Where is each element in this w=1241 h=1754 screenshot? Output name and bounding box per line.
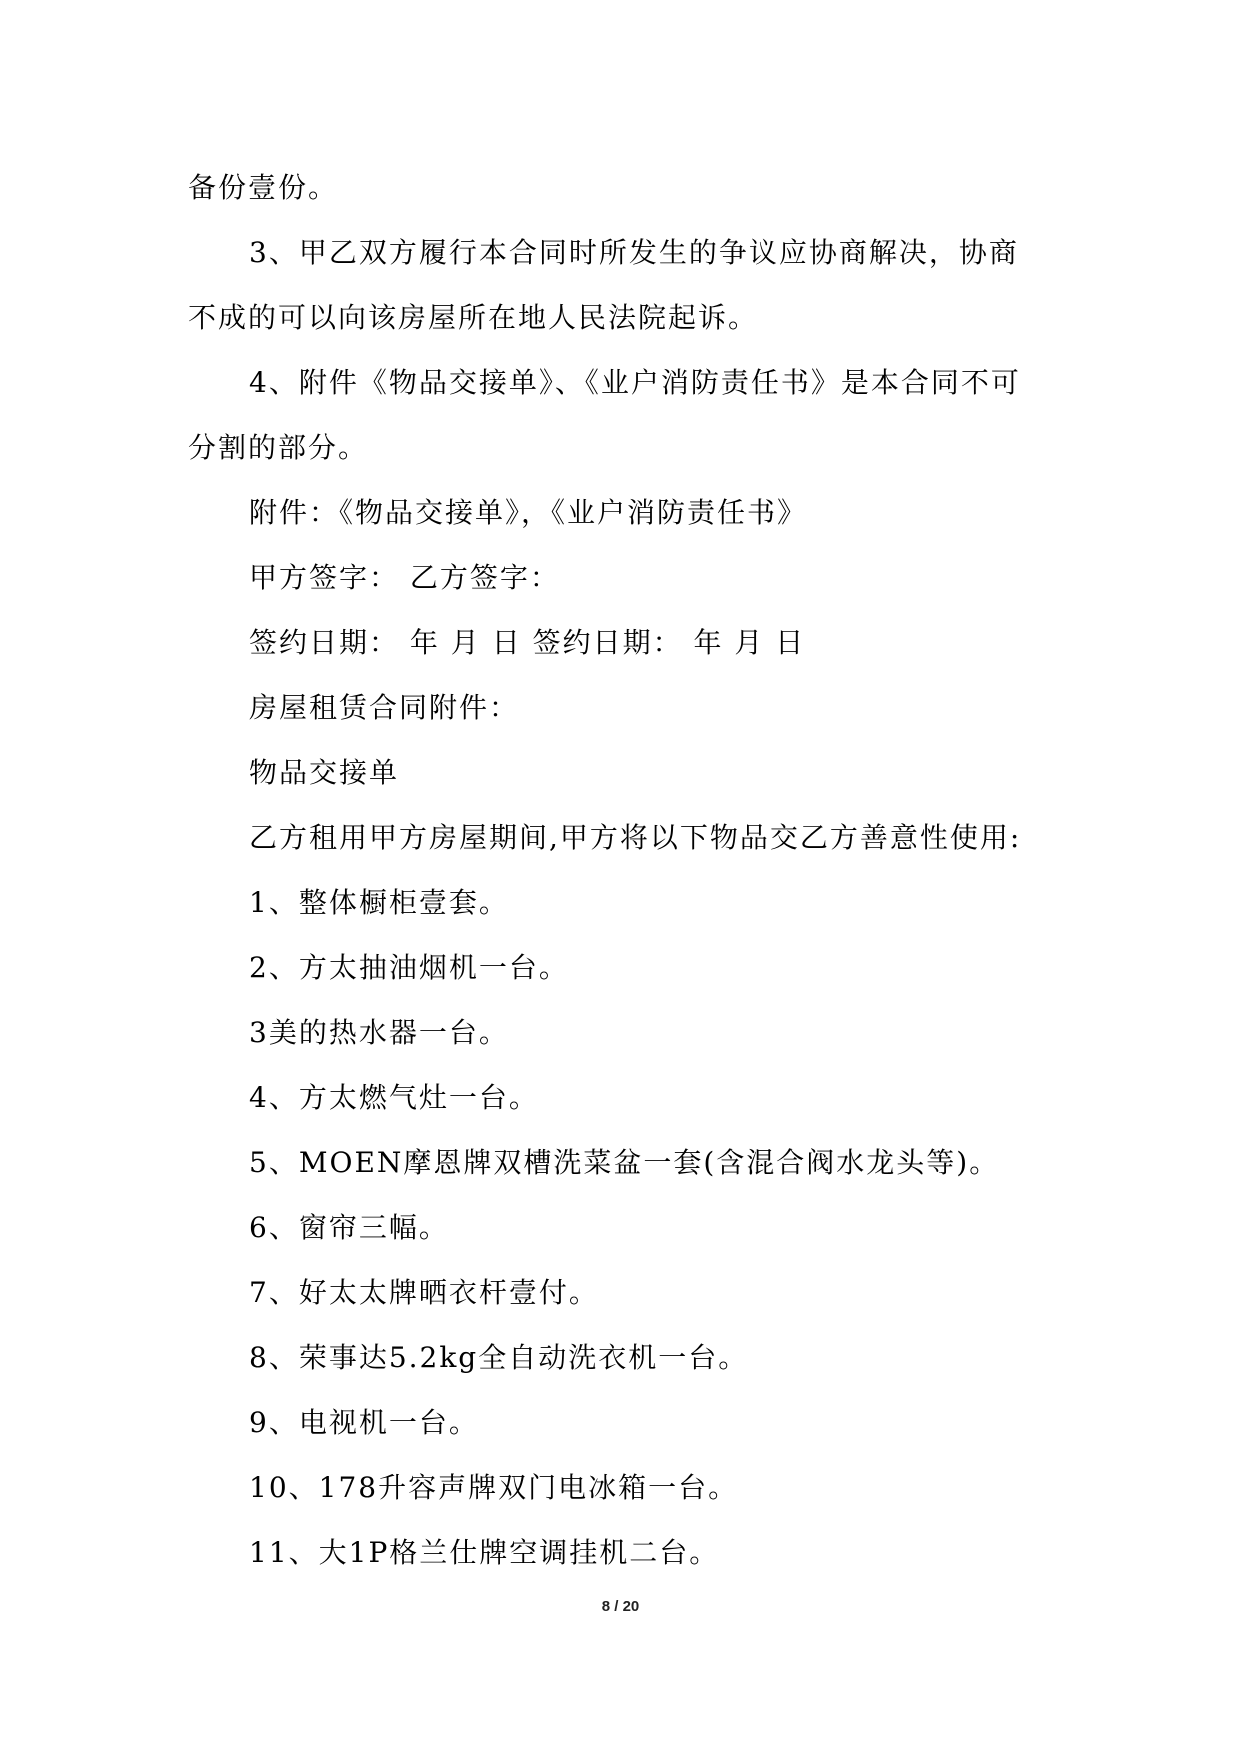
list-item: 11、大1P格兰仕牌空调挂机二台。 <box>249 1536 720 1569</box>
clause-3-line-2: 不成的可以向该房屋所在地人民法院起诉。 <box>188 301 759 334</box>
list-item: 5、MOEN摩恩牌双槽洗菜盆一套(含混合阀水龙头等)。 <box>249 1146 1000 1179</box>
list-item: 10、178升容声牌双门电冰箱一台。 <box>249 1471 739 1504</box>
list-item: 7、好太太牌晒衣杆壹付。 <box>249 1276 599 1309</box>
handover-intro: 乙方租用甲方房屋期间,甲方将以下物品交乙方善意性使用: <box>249 821 1022 854</box>
signature-line: 甲方签字： 乙方签字： <box>249 561 560 594</box>
attachments-line: 附件：《物品交接单》，《业户消防责任书》 <box>249 496 808 529</box>
handover-list-title: 物品交接单 <box>249 756 400 789</box>
clause-4-line-2: 分割的部分。 <box>188 431 369 464</box>
signing-date-line: 签约日期： 年 月 日 签约日期： 年 月 日 <box>249 626 806 659</box>
appendix-heading: 房屋租赁合同附件： <box>249 691 520 724</box>
list-item: 3美的热水器一台。 <box>249 1016 509 1049</box>
list-item: 4、方太燃气灶一台。 <box>249 1081 539 1114</box>
list-item: 1、整体橱柜壹套。 <box>249 886 509 919</box>
document-body <box>188 155 1050 1585</box>
clause-3-line-1: 3、甲乙双方履行本合同时所发生的争议应协商解决，协商 <box>249 236 1019 269</box>
list-item: 2、方太抽油烟机一台。 <box>249 951 569 984</box>
body-line: 备份壹份。 <box>188 171 339 204</box>
clause-4-line-1: 4、附件《物品交接单》、《业户消防责任书》是本合同不可 <box>249 366 1021 399</box>
list-item: 8、荣事达5.2kg全自动洗衣机一台。 <box>249 1341 749 1374</box>
list-item: 6、窗帘三幅。 <box>249 1211 449 1244</box>
list-item: 9、电视机一台。 <box>249 1406 479 1439</box>
page-number: 8 / 20 <box>601 1598 640 1615</box>
